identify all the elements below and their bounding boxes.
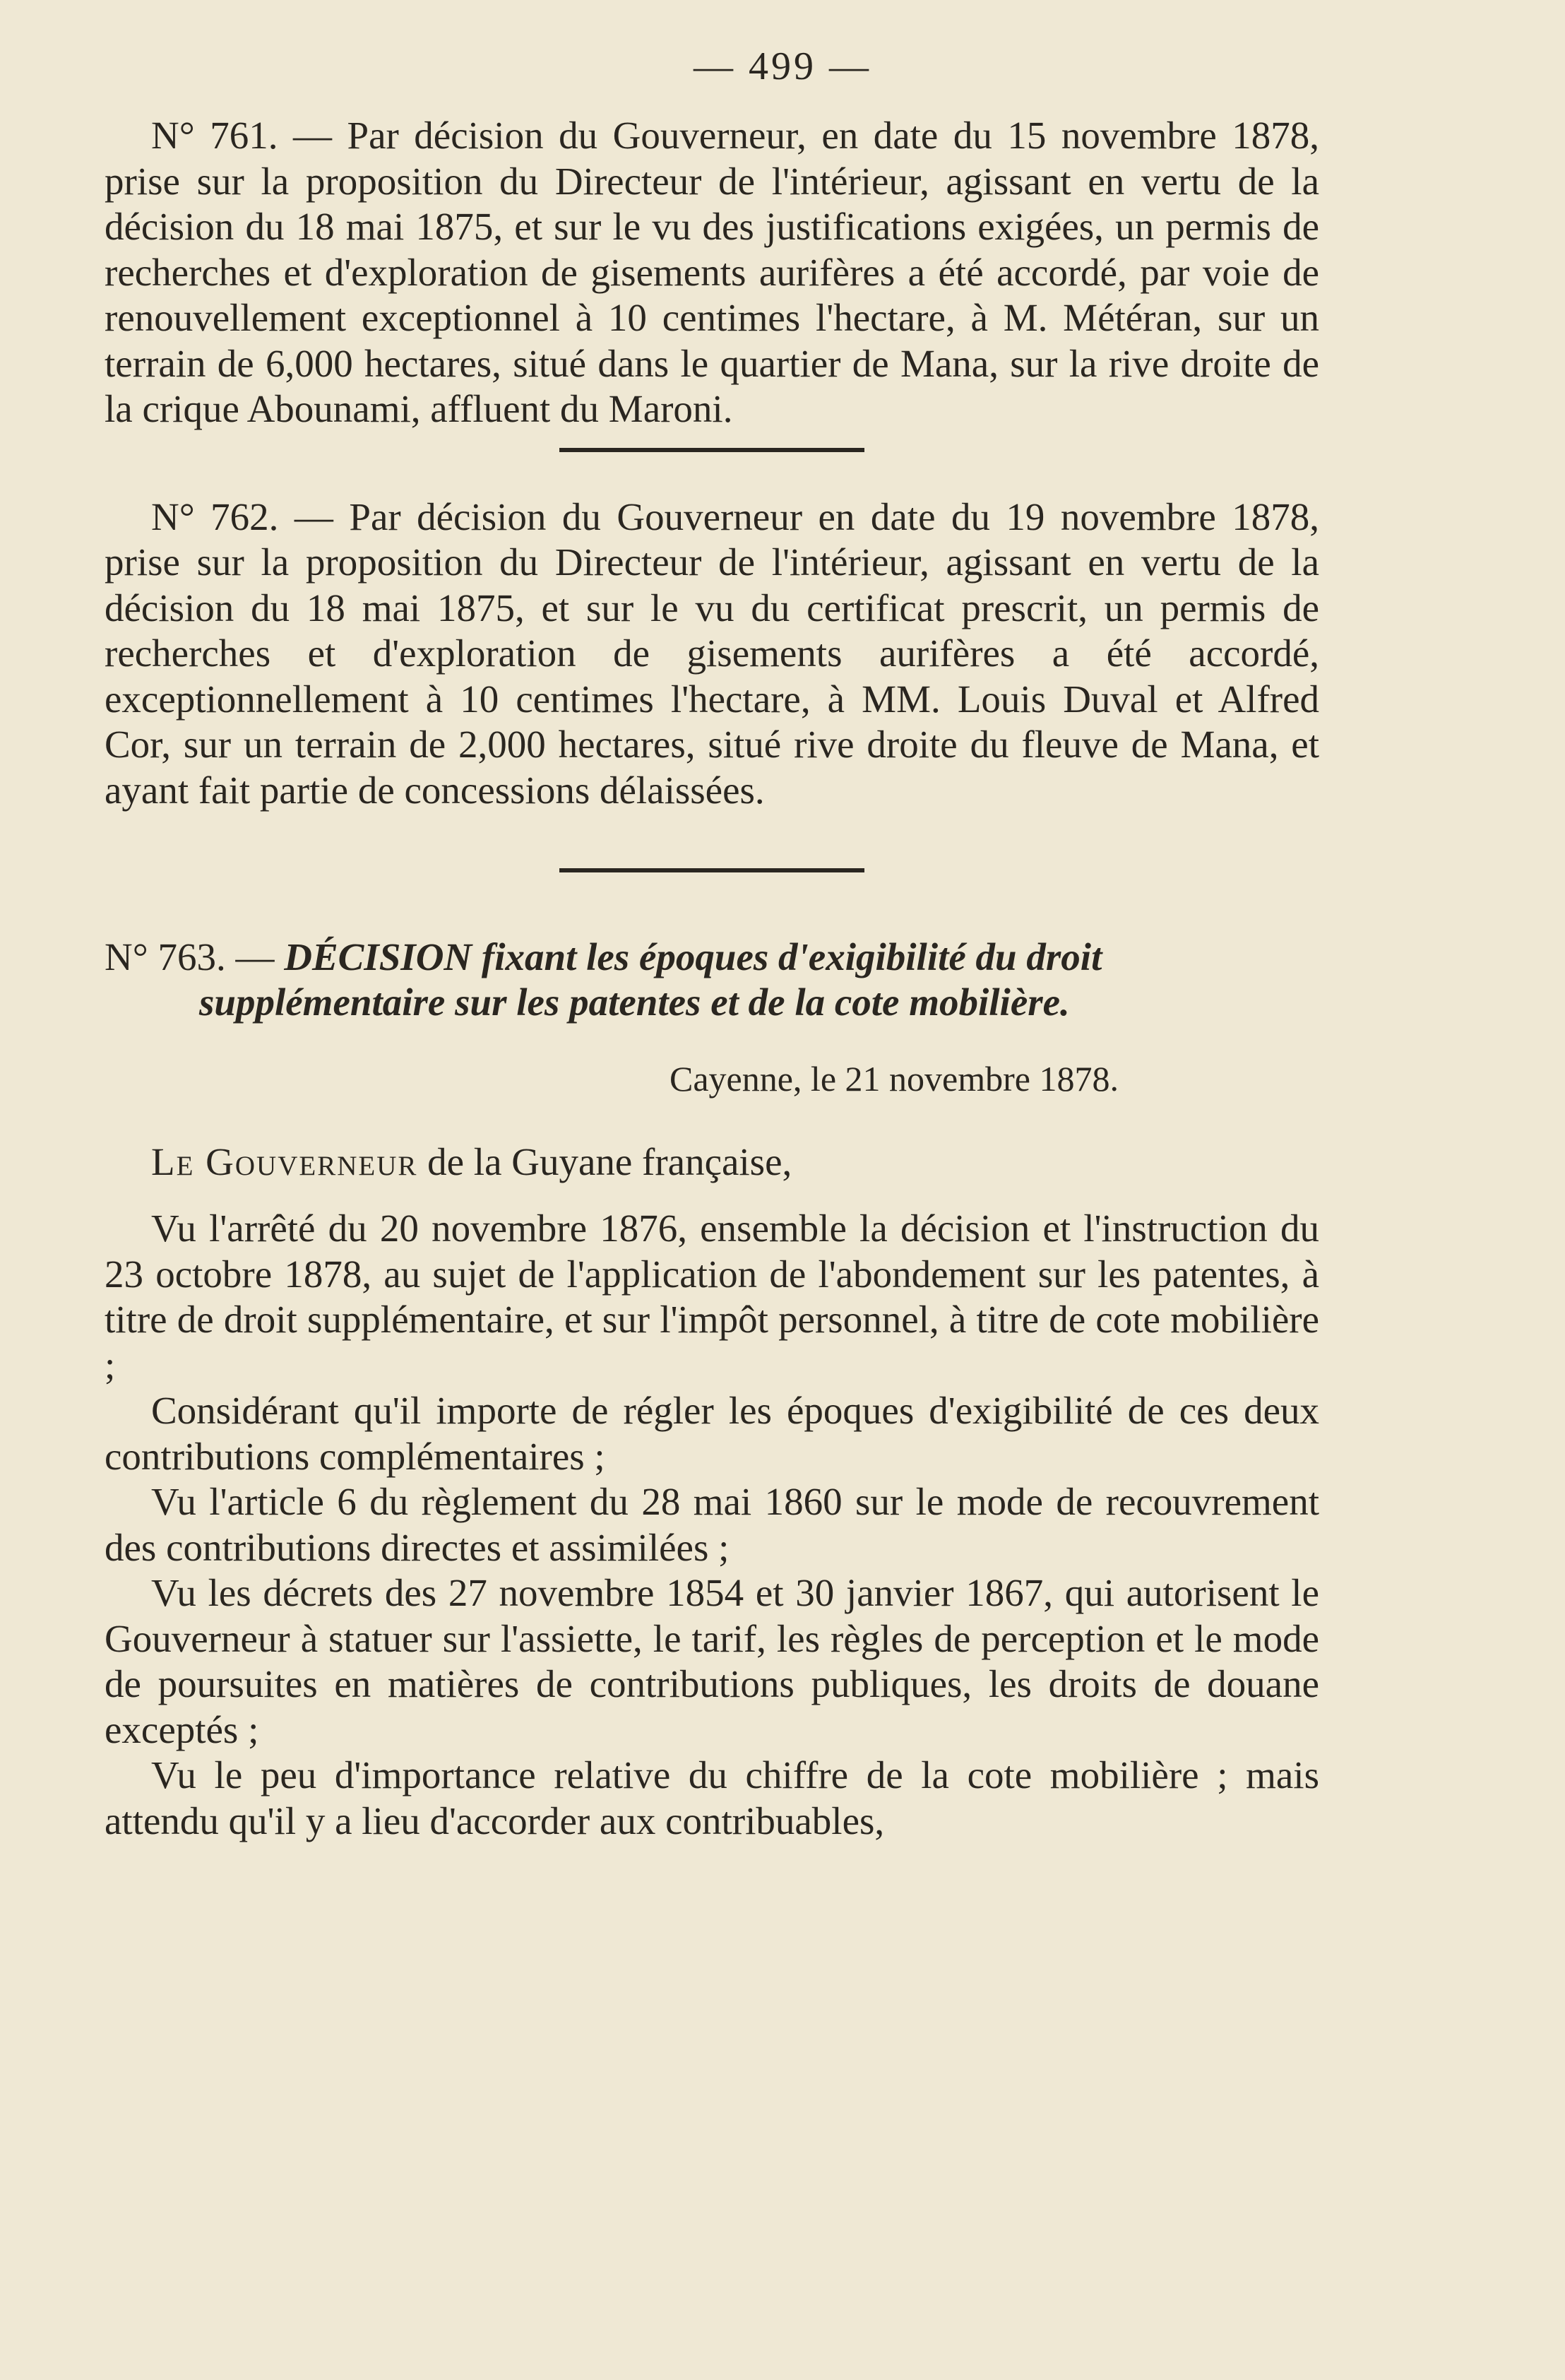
entry-762 [105, 495, 1319, 814]
salutation-rest: de la Guyane française, [417, 1140, 792, 1183]
entry-761-text: — Par décision du Gouverneur, en date du 15 novembre 1878, prise sur la proposition du Directeur de l'intérieur, agissant en vertu de la décision du 18 mai 1875, et sur le vu des justifications exigées, un permis de recherches et d'exploration de gisements aurifères a été accordé, par voie de renouvellement exceptionnel à 10 centimes l'hectare, à M. Météran, sur un terrain de 6,000 hectares, situé dans le quartier de Mana, sur la rive droite de la crique Abounami, affluent du Maroni. [105, 114, 1320, 430]
separator-rule [559, 448, 864, 452]
page-number: — 499 — [694, 45, 871, 88]
salutation-title: Le Gouverneur [151, 1140, 418, 1183]
body-paragraph: Vu l'arrêté du 20 novembre 1876, ensemble la décision et l'instruction du 23 octobre 1878, au sujet de l'application de l'abondement sur les patentes, à titre de droit supplémentaire, et sur l'impôt personnel, à titre de cote mobilière ; [105, 1207, 1319, 1387]
body-paragraph: Vu le peu d'importance relative du chiffre de la cote mobilière ; mais attendu qu'il y a lieu d'accorder aux contribuables, [105, 1753, 1319, 1842]
entry-761 [105, 113, 1319, 432]
body-paragraph: Vu les décrets des 27 novembre 1854 et 30 janvier 1867, qui autorisent le Gouverneur à statuer sur l'assiette, le tarif, les règles de perception et le mode de poursuites en matières de contributions publiques, les droits de douane exceptés ; [105, 1571, 1319, 1751]
salutation [151, 1139, 1319, 1185]
page-content [105, 113, 1319, 1844]
entry-763-title [105, 935, 1319, 1025]
separator-rule [559, 868, 864, 872]
entry-761-number: N° 761. [151, 114, 278, 157]
entry-763-number: N° 763. [105, 935, 226, 978]
entry-763-title-line2: supplémentaire sur les patentes et de la cote mobilière. [199, 981, 1070, 1024]
entry-763-title-line1: DÉCISION fixant les époques d'exigibilité du droit [284, 935, 1102, 978]
body-paragraph: Considérant qu'il importe de régler les époques d'exigibilité de ces deux contributions complémentaires ; [105, 1389, 1319, 1478]
entry-763-dash: — [225, 935, 285, 978]
entry-762-text: — Par décision du Gouverneur en date du 19 novembre 1878, prise sur la proposition du Directeur de l'intérieur, agissant en vertu de la décision du 18 mai 1875, et sur le vu du certificat prescrit, un permis de recherches et d'exploration de gisements aurifères a été accordé, exceptionnellement à 10 centimes l'hectare, à MM. Louis Duval et Alfred Cor, sur un terrain de 2,000 hectares, situé rive droite du fleuve de Mana, et ayant fait partie de concessions délaissées. [105, 495, 1320, 812]
body-paragraph: Vu l'article 6 du règlement du 28 mai 1860 sur le mode de recouvrement des contributions directes et assimilées ; [105, 1480, 1319, 1569]
entry-762-number: N° 762. [151, 495, 279, 538]
dateline: Cayenne, le 21 novembre 1878. [670, 1059, 1119, 1099]
